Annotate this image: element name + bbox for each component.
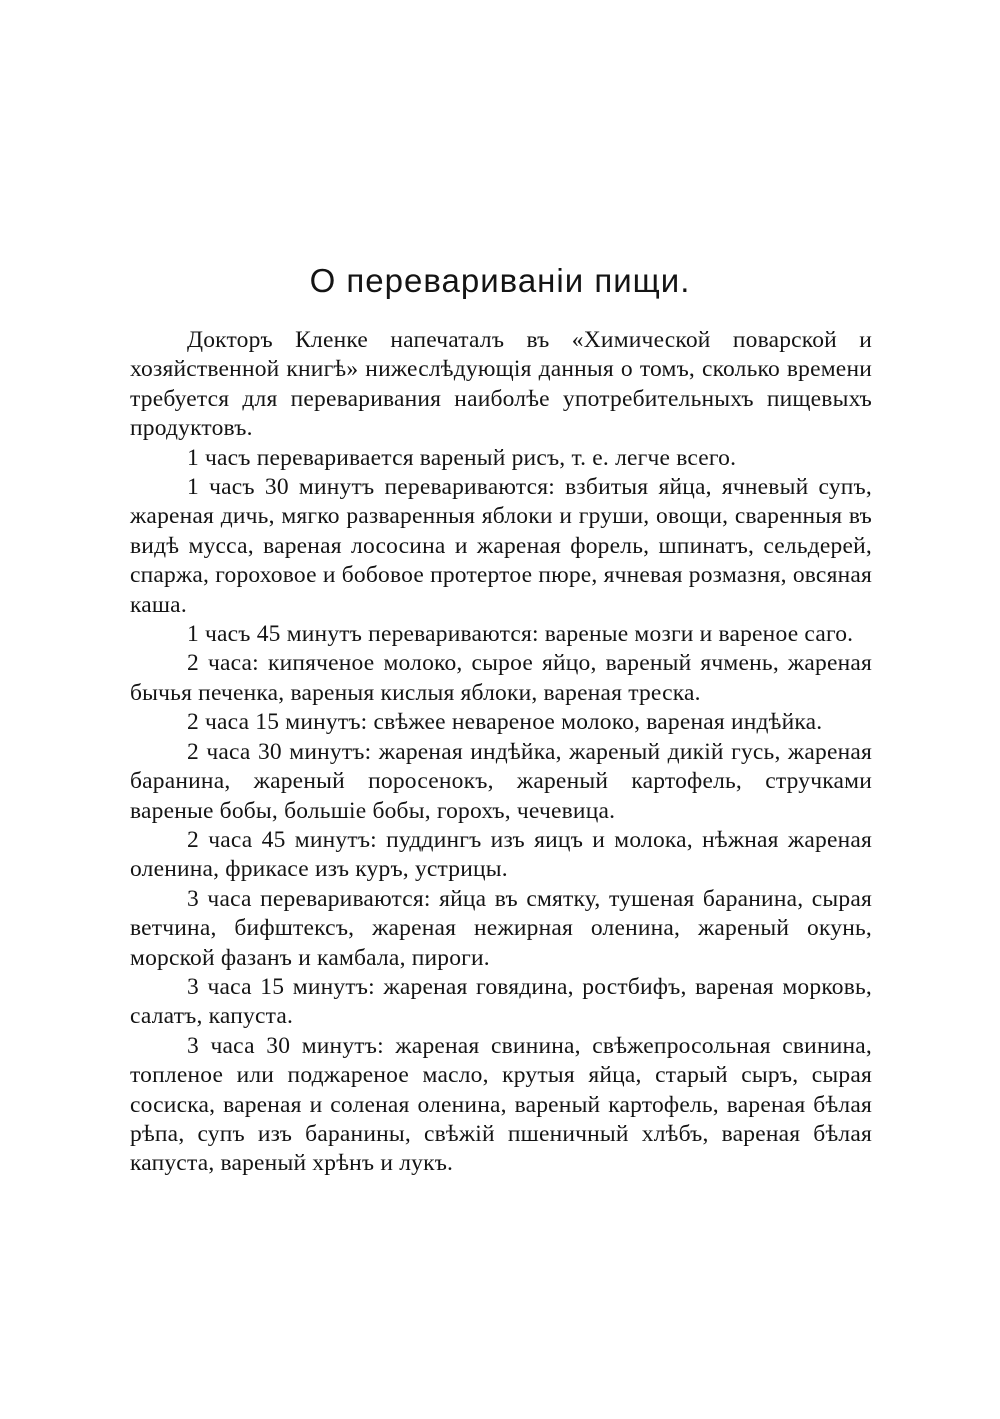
- paragraph-2h30: 2 часа 30 минутъ: жареная индѣйка, жареный дикiй гусь, жареная баранина, жареный поросенокъ, жареный картофель, стручками вареные бобы, большiе бобы, горохъ, чечевица.: [130, 738, 872, 824]
- paragraph-1h: 1 часъ переваривается вареный рисъ, т. е. легче всего.: [187, 444, 737, 471]
- paragraph-3h15: 3 часа 15 минутъ: жареная говядина, ростбифъ, вареная морковь, салатъ, капуста.: [130, 973, 872, 1030]
- paragraph-2h15: 2 часа 15 минутъ: свѣжее невареное молоко, вареная индѣйка.: [187, 709, 823, 736]
- paragraph-1h30: 1 часъ 30 минутъ перевариваются: взбитыя яйца, ячневый супъ, жареная дичь, мягко разваренныя яблоки и груши, овощи, сваренныя въ видѣ мусса, вареная лососина и жареная форель, шпинатъ, сельдерей, спаржа, гороховое и бобовое протертое пюре, ячневая розмазня, овсяная каша.: [130, 474, 872, 618]
- body-text: [130, 326, 872, 1179]
- paragraph-2h45: 2 часа 45 минутъ: пуддингъ изъ яицъ и молока, нѣжная жареная оленина, фрикасе изъ куръ, устрицы.: [130, 826, 872, 883]
- paragraph-intro: Докторъ Кленке напечаталъ въ «Химической поварской и хозяйственной книгѣ» нижеслѣдующiя данныя о томъ, сколько времени требуется для переваривания наиболѣе употребительныхъ пищевыхъ продуктовъ.: [130, 327, 872, 442]
- paragraph-2h: 2 часа: кипяченое молоко, сырое яйцо, вареный ячмень, жареная бычья печенка, вареныя кислыя яблоки, вареная треска.: [130, 650, 872, 706]
- paragraph-3h: 3 часа перевариваются: яйца въ смятку, тушеная баранина, сырая ветчина, бифштексъ, жареная нежирная оленина, жареный окунь, морской фазанъ и камбала, пироги.: [130, 885, 872, 971]
- page-title: О перевариванiи пищи.: [309, 262, 691, 299]
- paragraph-1h45: 1 часъ 45 минутъ перевариваются: вареные мозги и вареное саго.: [187, 621, 854, 648]
- paragraph-3h30: 3 часа 30 минутъ: жареная свинина, свѣжепросольная свинина, топленое или поджареное масло, крутыя яйца, старый сыръ, сырая сосиска, вареная и соленая оленина, вареный картофель, вареная бѣлая рѣпа, супъ изъ баранины, свѣжiй пшеничный хлѣбъ, вареная бѣлая капуста, вареный хрѣнъ и лукъ.: [130, 1032, 872, 1177]
